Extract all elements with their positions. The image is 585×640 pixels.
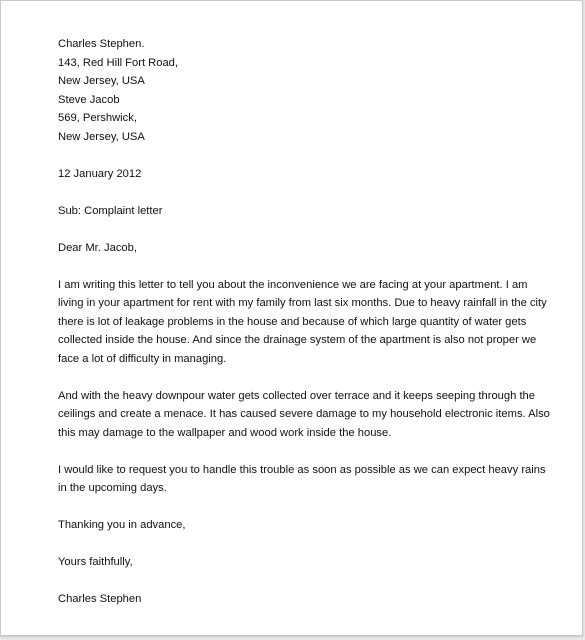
letter-subject: Sub: Complaint letter bbox=[58, 204, 163, 217]
body-paragraph-2 bbox=[58, 387, 550, 443]
sender-address-line-2: New Jersey, USA bbox=[58, 75, 145, 87]
recipient-address-line-2: New Jersey, USA bbox=[58, 130, 145, 143]
paragraph-line: collected inside the house. And since the drainage system of the apartment is also not proper we bbox=[58, 334, 537, 346]
letter-date: 12 January 2012 bbox=[58, 167, 142, 180]
body-paragraph-3 bbox=[58, 461, 546, 498]
recipient-block bbox=[58, 91, 528, 147]
paragraph-line: face a lot of difficulty in managing. bbox=[58, 352, 227, 365]
letter-body bbox=[58, 35, 550, 609]
recipient-name: Steve Jacob bbox=[58, 93, 120, 106]
salutation: Dear Mr. Jacob, bbox=[58, 241, 137, 254]
body-paragraph-1 bbox=[58, 276, 547, 369]
recipient-address-line-1: 569, Pershwick, bbox=[58, 112, 137, 124]
paragraph-line: there is lot of leakage problems in the house and because of which large quantity of water gets bbox=[58, 315, 527, 328]
signature-name: Charles Stephen bbox=[58, 593, 142, 605]
paragraph-line: this may damage to the wallpaper and wood work inside the house. bbox=[58, 426, 392, 439]
thanks-line: Thanking you in advance, bbox=[58, 519, 186, 531]
paragraph-line: I am writing this letter to tell you about the inconvenience we are facing at your apartment. I am bbox=[58, 278, 528, 291]
paragraph-line: And with the heavy downpour water gets collected over terrace and it keeps seeping through the bbox=[58, 389, 536, 402]
sender-block bbox=[58, 35, 528, 91]
sender-address-line-1: 143, Red Hill Fort Road, bbox=[58, 56, 179, 69]
paragraph-line: living in your apartment for rent with my family from last six months. Due to heavy rainfall in the city bbox=[58, 297, 547, 309]
paragraph-line: in the upcoming days. bbox=[58, 482, 167, 494]
paragraph-line: ceilings and create a menace. It has caused severe damage to my household electronic items. Also bbox=[58, 408, 550, 420]
paragraph-line: I would like to request you to handle this trouble as soon as possible as we can expect heavy rains bbox=[58, 463, 546, 476]
sender-name: Charles Stephen. bbox=[58, 38, 145, 50]
closing-line: Yours faithfully, bbox=[58, 556, 133, 568]
